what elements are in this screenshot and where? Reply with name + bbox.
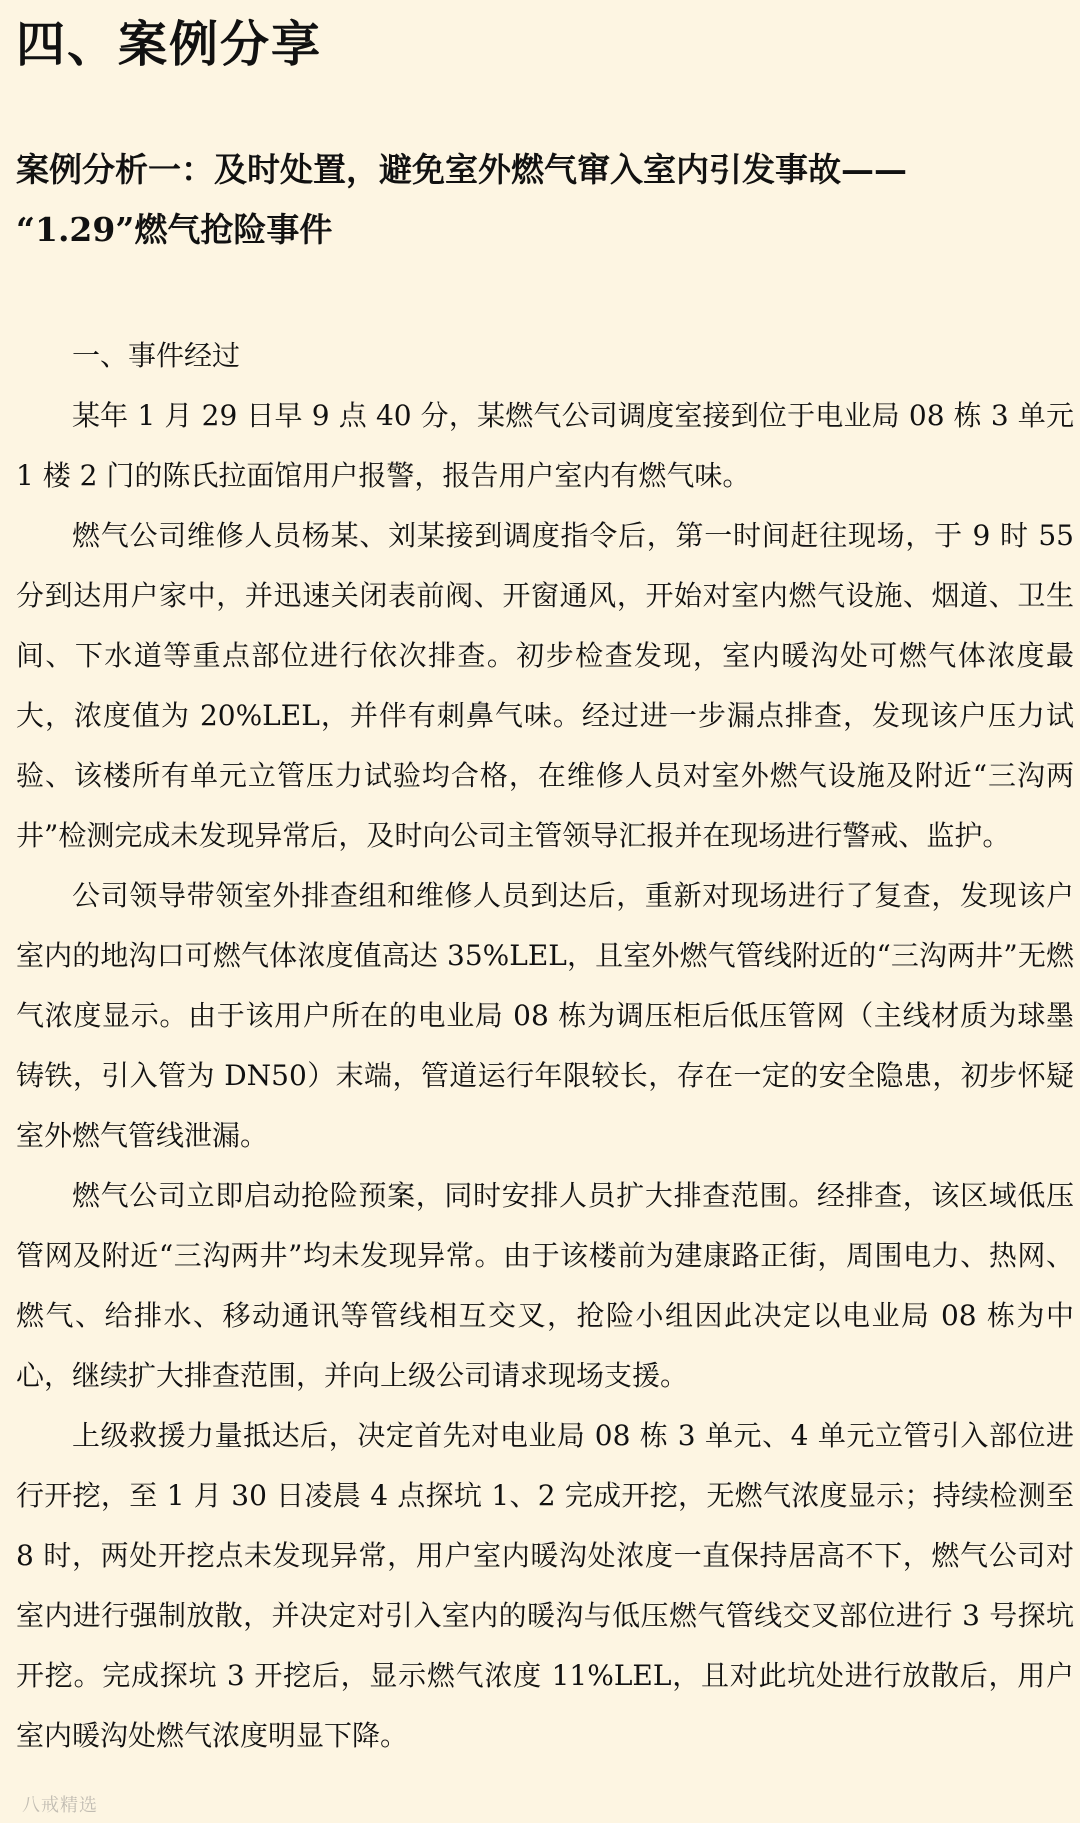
paragraph: 公司领导带领室外排查组和维修人员到达后，重新对现场进行了复查，发现该户室内的地沟口可燃气体浓度值高达 35%LEL，且室外燃气管线附近的“三沟两井”无燃气浓度显示。由于该用户所在的电业局 08 栋为调压柜后低压管网（主线材质为球墨铸铁，引入管为 DN50）末端，管道运行年限较长，存在一定的安全隐患，初步怀疑室外燃气管线泄漏。 [16,879,1074,1152]
case-title: 案例分析一：及时处置，避免室外燃气窜入室内引发事故—— “1.29”燃气抢险事件 [16,150,907,249]
paragraph: 某年 1 月 29 日早 9 点 40 分，某燃气公司调度室接到位于电业局 08 栋 3 单元 1 楼 2 门的陈氏拉面馆用户报警，报告用户室内有燃气味。 [16,399,1074,492]
document-body [16,326,1074,1766]
paragraph: 燃气公司维修人员杨某、刘某接到调度指令后，第一时间赶往现场，于 9 时 55 分到达用户家中，并迅速关闭表前阀、开窗通风，开始对室内燃气设施、烟道、卫生间、下水道等重点部位进行依次排查。初步检查发现，室内暖沟处可燃气体浓度最大，浓度值为 20%LEL，并伴有刺鼻气味。经过进一步漏点排查，发现该户压力试验、该楼所有单元立管压力试验均合格，在维修人员对室外燃气设施及附近“三沟两井”检测完成未发现异常后，及时向公司主管领导汇报并在现场进行警戒、监护。 [16,519,1074,852]
watermark: 八戒精选 [22,1795,98,1816]
subsection-heading: 一、事件经过 [72,339,241,372]
section-title: 四、案例分享 [16,15,323,73]
paragraph: 燃气公司立即启动抢险预案，同时安排人员扩大排查范围。经排查，该区域低压管网及附近“三沟两井”均未发现异常。由于该楼前为建康路正街，周围电力、热网、燃气、给排水、移动通讯等管线相互交叉，抢险小组因此决定以电业局 08 栋为中心，继续扩大排查范围，并向上级公司请求现场支援。 [16,1179,1074,1392]
paragraph: 上级救援力量抵达后，决定首先对电业局 08 栋 3 单元、4 单元立管引入部位进行开挖，至 1 月 30 日凌晨 4 点探坑 1、2 完成开挖，无燃气浓度显示；持续检测至 8 时，两处开挖点未发现异常，用户室内暖沟处浓度一直保持居高不下，燃气公司对室内进行强制放散，并决定对引入室内的暖沟与低压燃气管线交叉部位进行 3 号探坑开挖。完成探坑 3 开挖后，显示燃气浓度 11%LEL，且对此坑处进行放散后，用户室内暖沟处燃气浓度明显下降。 [16,1419,1074,1752]
document-page [16,0,1074,1823]
